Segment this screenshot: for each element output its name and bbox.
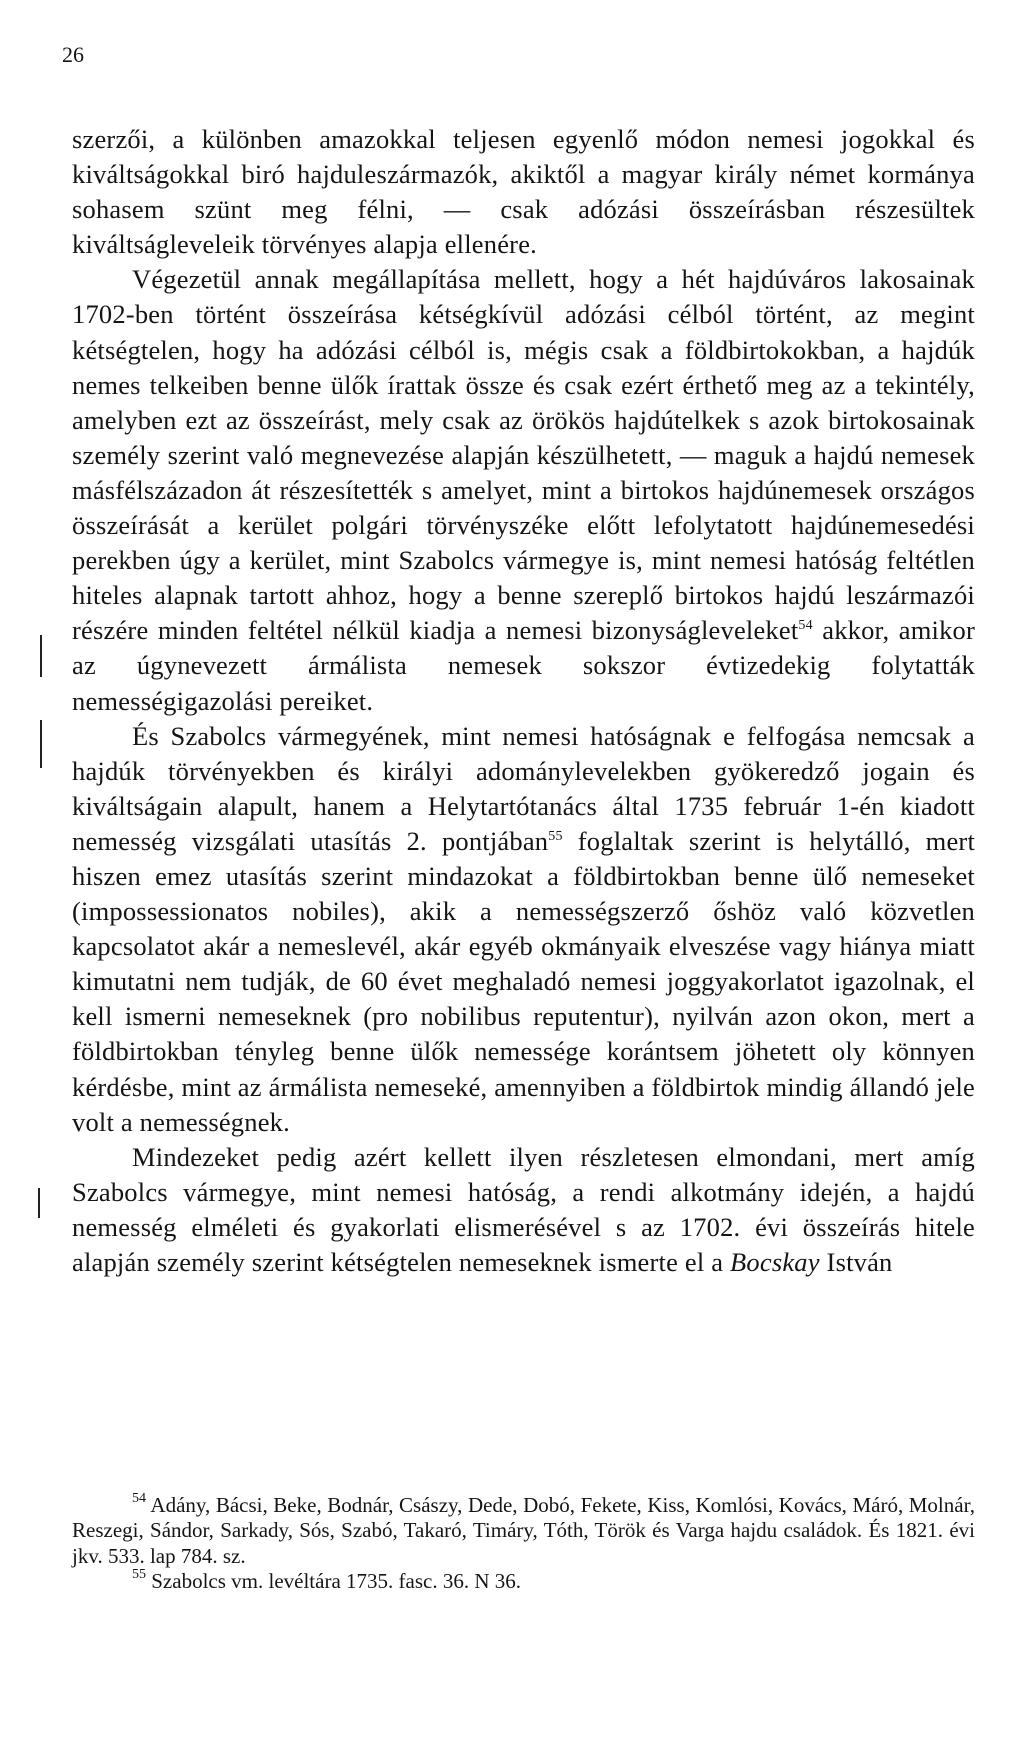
margin-mark [38,1188,40,1218]
paragraph [72,262,975,718]
margin-mark [40,635,42,677]
footnote [72,1493,975,1569]
footnote-marker: 55 [132,1567,146,1583]
italic-text: Bocskay [730,1247,820,1277]
paragraph [72,1140,975,1280]
paragraph [72,122,975,262]
footnote-text: Adány, Bácsi, Beke, Bodnár, Császy, Dede, Dobó, Fekete, Kiss, Komlósi, Kovács, Máró, Molnár, Reszegi, Sándor, Sarkady, Sós, Szabó, Takaró, Timáry, Tóth, Török és Varga hajdu családok. És 1821. évi jkv. 533. lap 784. sz. [72,1493,975,1568]
paragraph-text: István [819,1247,893,1277]
footnote [72,1569,975,1594]
footnote-ref: 54 [798,618,813,634]
footnote-marker: 54 [132,1491,146,1506]
paragraph-text: Mindezeket pedig azért kellett ilyen részletesen elmondani, mert amíg Szabolcs vármegye, mint nemesi hatóság, a rendi alkotmány idején, a hajdú nemesség elméleti és gyakorlati elismerésével s az 1702. évi összeírás hitele alapján személy szerint kétségtelen nemeseknek ismerte el a [72,1141,975,1277]
paragraph-text: akkor, amikor az úgynevezett ármálista nemesek sokszor évtizedekig folytatták nemességigazolási pereiket. [72,615,976,716]
footnote-text: Szabolcs vm. levéltára 1735. fasc. 36. N 36. [146,1569,521,1594]
paragraph-text: foglaltak szerint is helytálló, mert hiszen emez utasítás szerint mindazokat a földbirtokban benne ülő nemeseket (impossessionatos nobiles), akik a nemességszerző őshöz való közvetlen kapcsolatot akár a nemeslevél, akár egyéb okmányaik elveszése vagy hiánya miatt kimutatni nem tudják, de 60 évet meghaladó nemesi joggyakorlatot igazolnak, el kell ismerni nemeseknek (pro nobilibus reputentur), nyilván azon okon, mert a földbirtokban tényleg benne ülők nemessége korántsem jöhetett oly könnyen kérdésbe, mint az ármálista nemeseké, amennyiben a földbirtok mindig állandó jele volt a nemességnek. [72,825,976,1137]
body-text [72,122,975,1280]
margin-mark [40,720,42,768]
paragraph-text: szerzői, a különben amazokkal teljesen egyenlő módon nemesi jogokkal és kiváltságokkal biró hajduleszármazók, akiktől a magyar király német kormánya sohasem szünt meg félni, — csak adózási összeírásban részesültek kiváltságleveleik törvényes alapja ellenére. [72,124,975,260]
page-number: 26 [62,42,84,67]
paragraph [72,719,975,1140]
paragraph-text: Végezetül annak megállapítása mellett, hogy a hét hajdúváros lakosainak 1702-ben történt összeírása kétségkívül adózási célból történt, az megint kétségtelen, hogy ha adózási célból is, mégis csak a földbirtokokban, a hajdúk nemes telkeiben benne ülők írattak össze és csak ezért érthető meg az a tekintély, amelyben ezt az összeírást, mely csak az örökös hajdútelkek s azok birtokosainak személy szerint való megnevezése alapján készülhetett, — maguk a hajdú nemesek másfélszázadon át részesítették s amelyet, mint a birtokos hajdúnemesek országos összeírását a kerület polgári törvényszéke előtt lefolytatott hajdúnemesedési perekben úgy a kerület, mint Szabolcs vármegye is, mint nemesi hatóság feltétlen hiteles alapnak tartott ahhoz, hogy a benne szereplő birtokos hajdú leszármazói részére minden feltétel nélkül kiadja a nemesi bizonyságleveleket [72,264,975,646]
footnotes [72,1493,975,1595]
footnote-ref: 55 [548,828,563,844]
paragraph-text: És Szabolcs vármegyének, mint nemesi hatóságnak e felfogása nemcsak a hajdúk törvényekben és királyi adománylevelekben gyökeredző jogain és kiváltságain alapult, hanem a Helytartótanács által 1735 február 1-én kiadott nemesség vizsgálati utasítás 2. pontjában [72,720,975,856]
